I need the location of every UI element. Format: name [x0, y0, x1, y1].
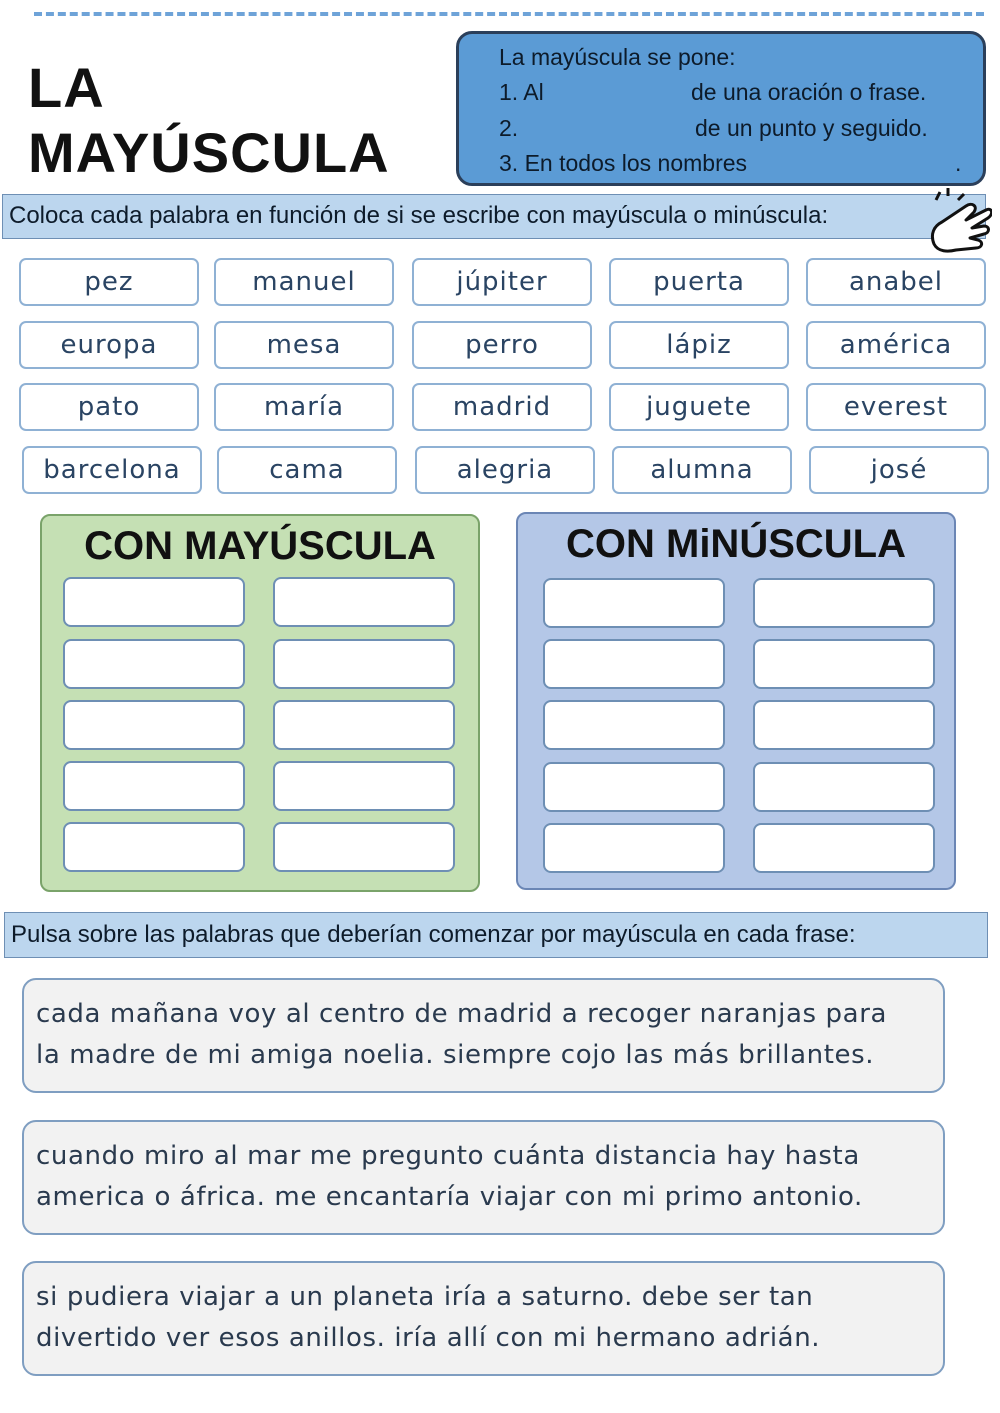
drop-slot[interactable] [63, 700, 245, 750]
hand-pointer-icon [926, 186, 992, 256]
sentence-line[interactable]: divertido ver esos anillos. iría allí con mi hermano adrián. [36, 1323, 821, 1353]
page-title: LA MAYÚSCULA [28, 56, 390, 184]
drop-slot[interactable] [753, 639, 935, 689]
drop-slot[interactable] [63, 577, 245, 627]
drop-slot[interactable] [543, 578, 725, 628]
rule-3-start: 3. En todos los nombres [499, 150, 748, 176]
rule-2-end: de un punto y seguido. [695, 115, 928, 141]
word-chip[interactable]: manuel [214, 258, 394, 306]
drop-slot[interactable] [753, 762, 935, 812]
word-chip[interactable]: puerta [609, 258, 789, 306]
drop-slot[interactable] [543, 700, 725, 750]
instruction-sort: Coloca cada palabra en función de si se escribe con mayúscula o minúscula: [2, 194, 986, 239]
word-chip[interactable]: europa [19, 321, 199, 369]
word-chip[interactable]: mesa [214, 321, 394, 369]
word-chip[interactable]: alegria [415, 446, 595, 494]
sentence-line[interactable]: cada mañana voy al centro de madrid a recoger naranjas para [36, 999, 888, 1029]
word-chip[interactable]: juguete [609, 383, 789, 431]
rules-box [456, 31, 986, 186]
word-chip[interactable]: lápiz [609, 321, 789, 369]
drop-slot[interactable] [273, 822, 455, 872]
drop-slot[interactable] [63, 822, 245, 872]
drop-slot[interactable] [753, 578, 935, 628]
rule-1-start: 1. Al [499, 79, 544, 105]
drop-slot[interactable] [273, 700, 455, 750]
drop-slot[interactable] [63, 639, 245, 689]
instruction-click: Pulsa sobre las palabras que deberían comenzar por mayúscula en cada frase: [4, 912, 988, 958]
uppercase-title: CON MAYÚSCULA [84, 524, 436, 568]
drop-slot[interactable] [273, 761, 455, 811]
drop-slot[interactable] [273, 577, 455, 627]
word-chip[interactable]: maría [214, 383, 394, 431]
word-chip[interactable]: anabel [806, 258, 986, 306]
drop-slot[interactable] [273, 639, 455, 689]
word-chip[interactable]: perro [412, 321, 592, 369]
rules-heading: La mayúscula se pone: [499, 44, 736, 70]
rule-1-end: de una oración o frase. [691, 79, 927, 105]
drop-slot[interactable] [543, 823, 725, 873]
word-chip[interactable]: josé [809, 446, 989, 494]
word-chip[interactable]: júpiter [412, 258, 592, 306]
drop-slot[interactable] [753, 700, 935, 750]
sentence-line[interactable]: cuando miro al mar me pregunto cuánta distancia hay hasta [36, 1141, 860, 1171]
drop-slot[interactable] [63, 761, 245, 811]
word-chip[interactable]: everest [806, 383, 986, 431]
rule-3-end: . [955, 150, 962, 176]
word-chip[interactable]: cama [217, 446, 397, 494]
sentence-line[interactable]: si pudiera viajar a un planeta iría a saturno. debe ser tan [36, 1282, 814, 1312]
word-chip[interactable]: alumna [612, 446, 792, 494]
word-chip[interactable]: madrid [412, 383, 592, 431]
word-chip[interactable]: américa [806, 321, 986, 369]
drop-slot[interactable] [543, 639, 725, 689]
sentence-box-3 [22, 1261, 945, 1376]
drop-slot[interactable] [543, 762, 725, 812]
top-dashed-divider [34, 12, 984, 16]
uppercase-drop-zone[interactable] [40, 514, 480, 892]
rule-2-start: 2. [499, 115, 519, 141]
word-chip[interactable]: pato [19, 383, 199, 431]
word-chip[interactable]: pez [19, 258, 199, 306]
sentence-box-1 [22, 978, 945, 1093]
drop-slot[interactable] [753, 823, 935, 873]
sentence-line[interactable]: america o áfrica. me encantaría viajar con mi primo antonio. [36, 1182, 863, 1212]
lowercase-drop-zone[interactable] [516, 512, 956, 890]
sentence-box-2 [22, 1120, 945, 1235]
word-chip[interactable]: barcelona [22, 446, 202, 494]
lowercase-title: CON MiNÚSCULA [566, 522, 906, 566]
sentence-line[interactable]: la madre de mi amiga noelia. siempre cojo las más brillantes. [36, 1040, 875, 1070]
